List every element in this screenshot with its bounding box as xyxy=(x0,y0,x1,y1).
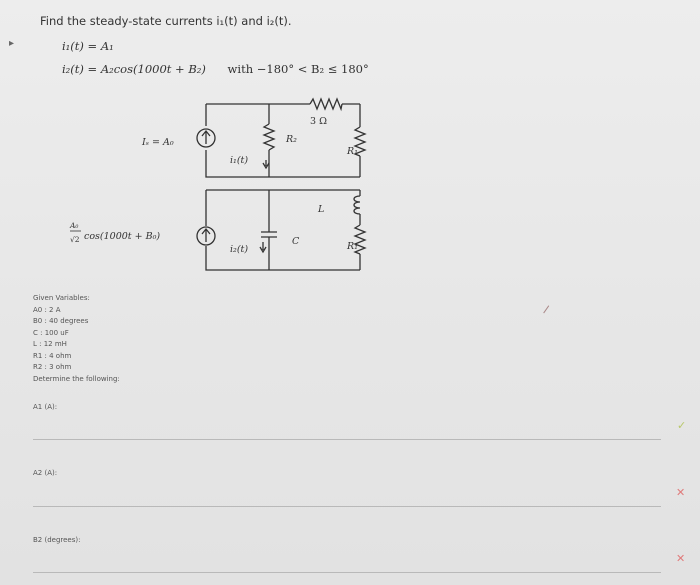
given-item: C : 100 uF xyxy=(33,328,69,337)
given-heading: Given Variables: xyxy=(33,294,90,302)
r1-bottom-label: R₁ xyxy=(347,241,358,252)
l-label: L xyxy=(318,204,325,215)
given-item: R1 : 4 ohm xyxy=(33,351,72,360)
given-variables xyxy=(33,293,120,385)
r3-label: 3 Ω xyxy=(310,116,327,127)
given-item: B0 : 40 degrees xyxy=(33,317,89,325)
capacitor-c xyxy=(261,232,277,237)
answer-a1-label: A1 (A): xyxy=(33,403,58,411)
answer-a1-input[interactable] xyxy=(33,431,661,440)
source2-label: cos(1000t + B₀) xyxy=(84,231,161,242)
r2-label: R₂ xyxy=(286,134,297,145)
c-label: C xyxy=(292,236,300,247)
equation-i2-expression: i₂(t) = A₂cos(1000t + B₂) xyxy=(62,62,206,76)
determine-label: Determine the following: xyxy=(33,374,120,383)
source2-coeff-den: √2 xyxy=(70,235,80,244)
equation-i2-condition: with −180° < B₂ ≤ 180° xyxy=(227,62,369,76)
r1-top-label: R₁ xyxy=(347,146,358,157)
circuit-diagram xyxy=(60,92,400,282)
answer-b2-input[interactable] xyxy=(33,564,661,573)
answer-a2-input[interactable] xyxy=(33,498,661,507)
equation-i2 xyxy=(62,62,369,76)
resistor-r2 xyxy=(264,124,274,150)
problem-prompt: Find the steady-state currents i₁(t) and i₂(t). xyxy=(40,14,292,28)
cross-icon: ✕ xyxy=(676,552,686,565)
collapse-arrow-icon[interactable]: ▸ xyxy=(9,38,15,49)
given-item: L : 12 mH xyxy=(33,340,67,348)
source1-label: Iₛ = A₀ xyxy=(142,137,174,148)
resistor-3ohm xyxy=(310,99,342,109)
source2-coeff-num: A₀ xyxy=(70,221,79,230)
answer-a2-label: A2 (A): xyxy=(33,469,58,477)
inductor-l xyxy=(354,196,360,214)
cross-icon: ✕ xyxy=(676,486,686,499)
check-icon: ✓ xyxy=(677,419,687,432)
i1-label: i₁(t) xyxy=(230,155,249,166)
pen-mark xyxy=(541,304,549,314)
i2-label: i₂(t) xyxy=(230,244,249,255)
answer-b2-label: B2 (degrees): xyxy=(33,536,81,544)
given-item: A0 : 2 A xyxy=(33,305,61,314)
equation-i1: i₁(t) = A₁ xyxy=(62,39,114,53)
given-item: R2 : 3 ohm xyxy=(33,363,72,371)
